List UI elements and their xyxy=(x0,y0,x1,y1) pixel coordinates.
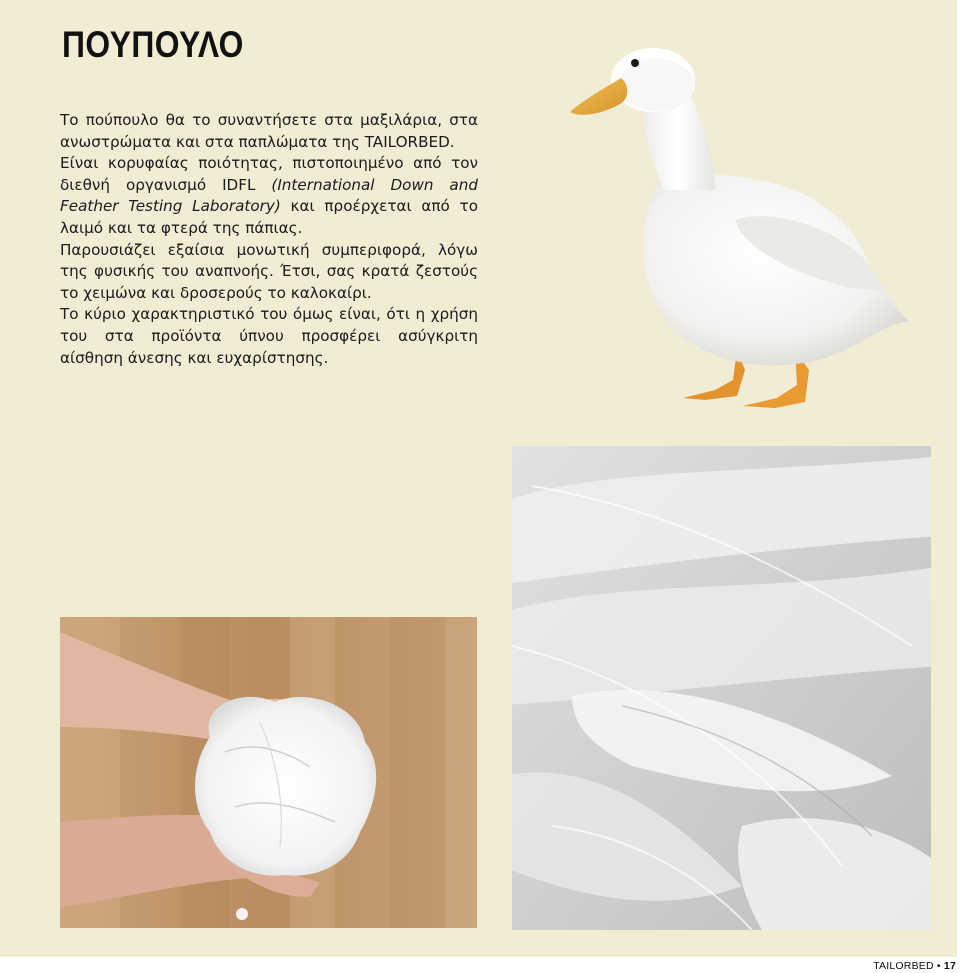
paragraph-intro: Το πούπουλο θα το συναντήσετε στα μαξιλάρια, στα ανωστρώματα και στα παπλώματα της TAILORBED. xyxy=(60,111,478,151)
paragraph-certification xyxy=(60,153,478,239)
page-title: ΠΟΥΠΟΥΛΟ xyxy=(62,24,244,65)
idfl-fullname: (International Down and Feather Testing Laboratory) xyxy=(60,175,479,216)
page-footer xyxy=(873,960,956,972)
feathers-image xyxy=(512,446,931,930)
certification-text-b: και προέρχεται από το λαιμό και τα φτερά της πάπιας. xyxy=(60,197,478,237)
footer-separator: • xyxy=(936,960,941,972)
footer-brand: TAILORBED xyxy=(873,960,934,972)
page-number: 17 xyxy=(943,960,956,972)
duck-image xyxy=(565,30,915,415)
hands-with-down-image xyxy=(60,617,477,928)
body-text xyxy=(60,110,478,369)
paragraph-comfort: Το κύριο χαρακτηριστικό του όμως είναι, ότι η χρήση του στα προϊόντα ύπνου προσφέρει ασύγκριτη αίσθηση άνεσης και ευχαρίστησης. xyxy=(60,305,478,367)
paragraph-insulation: Παρουσιάζει εξαίσια μονωτική συμπεριφορά, λόγω της φυσικής του αναπνοής. Έτσι, σας κρατά ζεστούς το χειμώνα και δροσερούς το καλοκαίρι. xyxy=(60,240,478,302)
certification-text-a: Είναι κορυφαίας ποιότητας, πιστοποιημένο από τον διεθνή οργανισμό IDFL xyxy=(60,154,478,194)
